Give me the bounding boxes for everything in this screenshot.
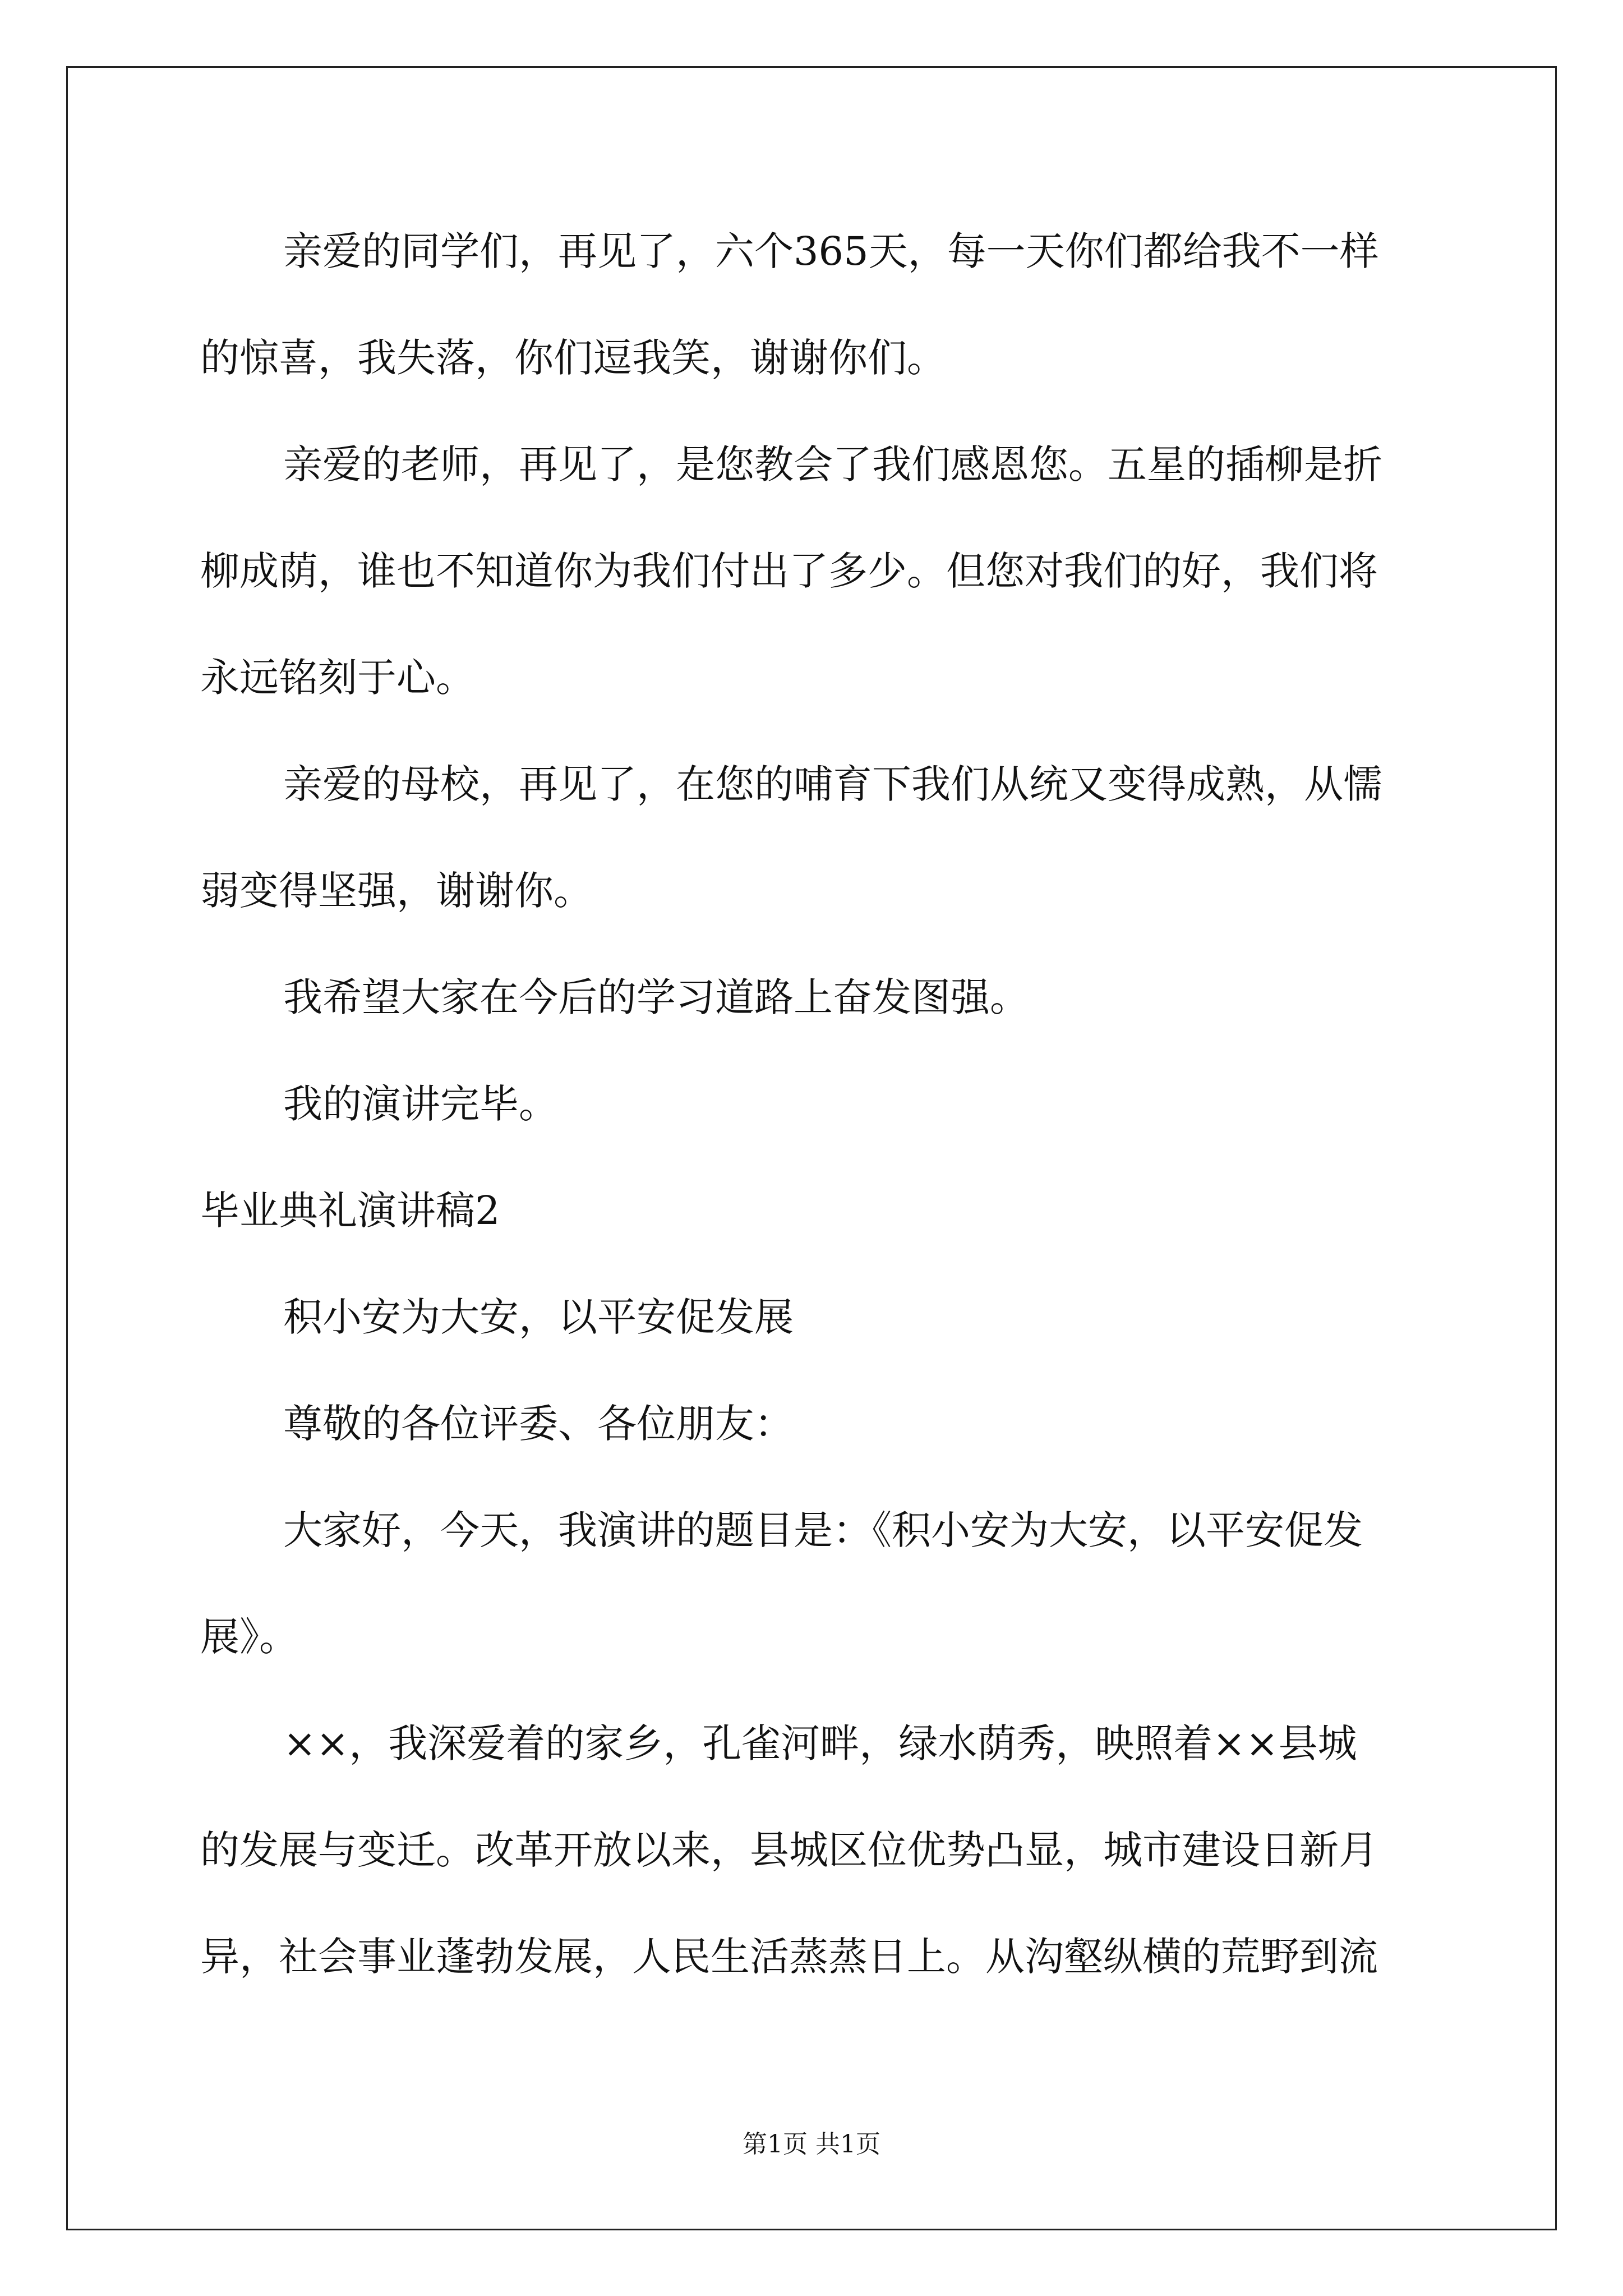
paragraph-line: 我希望大家在今后的学习道路上奋发图强。 [283,974,1029,1020]
paragraph-line: 我的演讲完毕。 [283,1081,558,1127]
section-heading: 毕业典礼演讲稿2 [200,1188,500,1234]
paragraph-line: 亲爱的母校，再见了，在您的哺育下我们从统又变得成熟，从懦 [283,761,1382,807]
paragraph-line: 大家好，今天，我演讲的题目是：《积小安为大安，以平安促发 [283,1507,1363,1553]
paragraph-line: 永远铭刻于心。 [200,655,475,701]
paragraph-line: 尊敬的各位评委、各位朋友： [283,1401,794,1447]
paragraph-line: 弱变得坚强，谢谢你。 [200,868,593,914]
paragraph-line: 异，社会事业蓬勃发展，人民生活蒸蒸日上。从沟壑纵横的荒野到流 [200,1934,1378,1980]
page-footer: 第1页 共1页 [743,2130,880,2159]
paragraph-line: 的惊喜，我失落，你们逗我笑，谢谢你们。 [200,335,946,381]
paragraph-line: 展》。 [200,1614,298,1660]
paragraph-line: 柳成荫，谁也不知道你为我们付出了多少。但您对我们的好，我们将 [200,548,1378,594]
paragraph-line: 亲爱的同学们，再见了，六个365天，每一天你们都给我不一样 [283,228,1379,274]
paragraph-line: 亲爱的老师，再见了，是您教会了我们感恩您。五星的插柳是折 [283,441,1382,487]
paragraph-line: 的发展与变迁。改革开放以来，县城区位优势凸显，城市建设日新月 [200,1827,1378,1873]
paragraph-line: 积小安为大安，以平安促发展 [283,1294,794,1340]
paragraph-line: ××，我深爱着的家乡，孔雀河畔，绿水荫秀，映照着××县城 [283,1720,1357,1766]
page-border [66,66,1557,2230]
